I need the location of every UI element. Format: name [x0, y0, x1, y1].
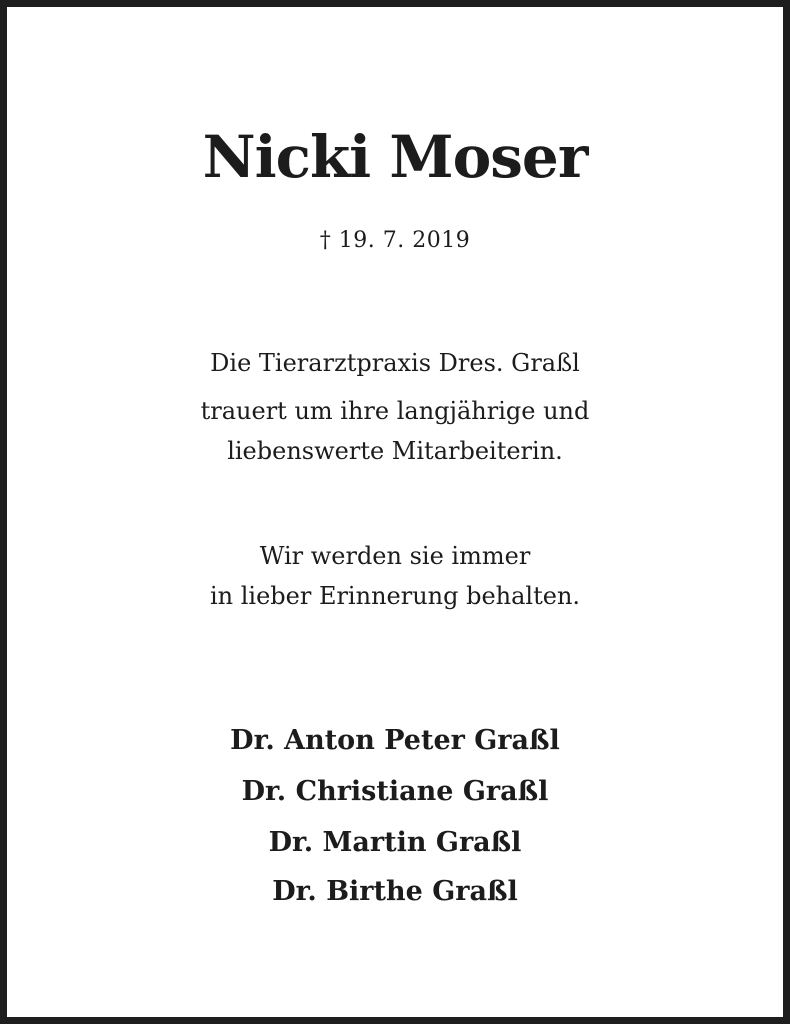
signatory-3: Dr. Martin Graßl — [268, 827, 522, 858]
remembrance-line-1: Wir werden sie immer — [259, 542, 531, 570]
remembrance-line-2: in lieber Erinnerung behalten. — [209, 582, 581, 610]
message-line-1: Die Tierarztpraxis Dres. Graßl — [210, 349, 580, 377]
signatory-1: Dr. Anton Peter Graßl — [230, 725, 560, 756]
signatory-2: Dr. Christiane Graßl — [241, 776, 549, 807]
message-line-2: trauert um ihre langjährige und — [200, 397, 590, 425]
signatory-4: Dr. Birthe Graßl — [272, 876, 518, 907]
death-date: † 19. 7. 2019 — [319, 228, 471, 253]
message-line-3: liebenswerte Mitarbeiterin. — [227, 437, 563, 465]
deceased-name: Nicki Moser — [202, 123, 588, 191]
